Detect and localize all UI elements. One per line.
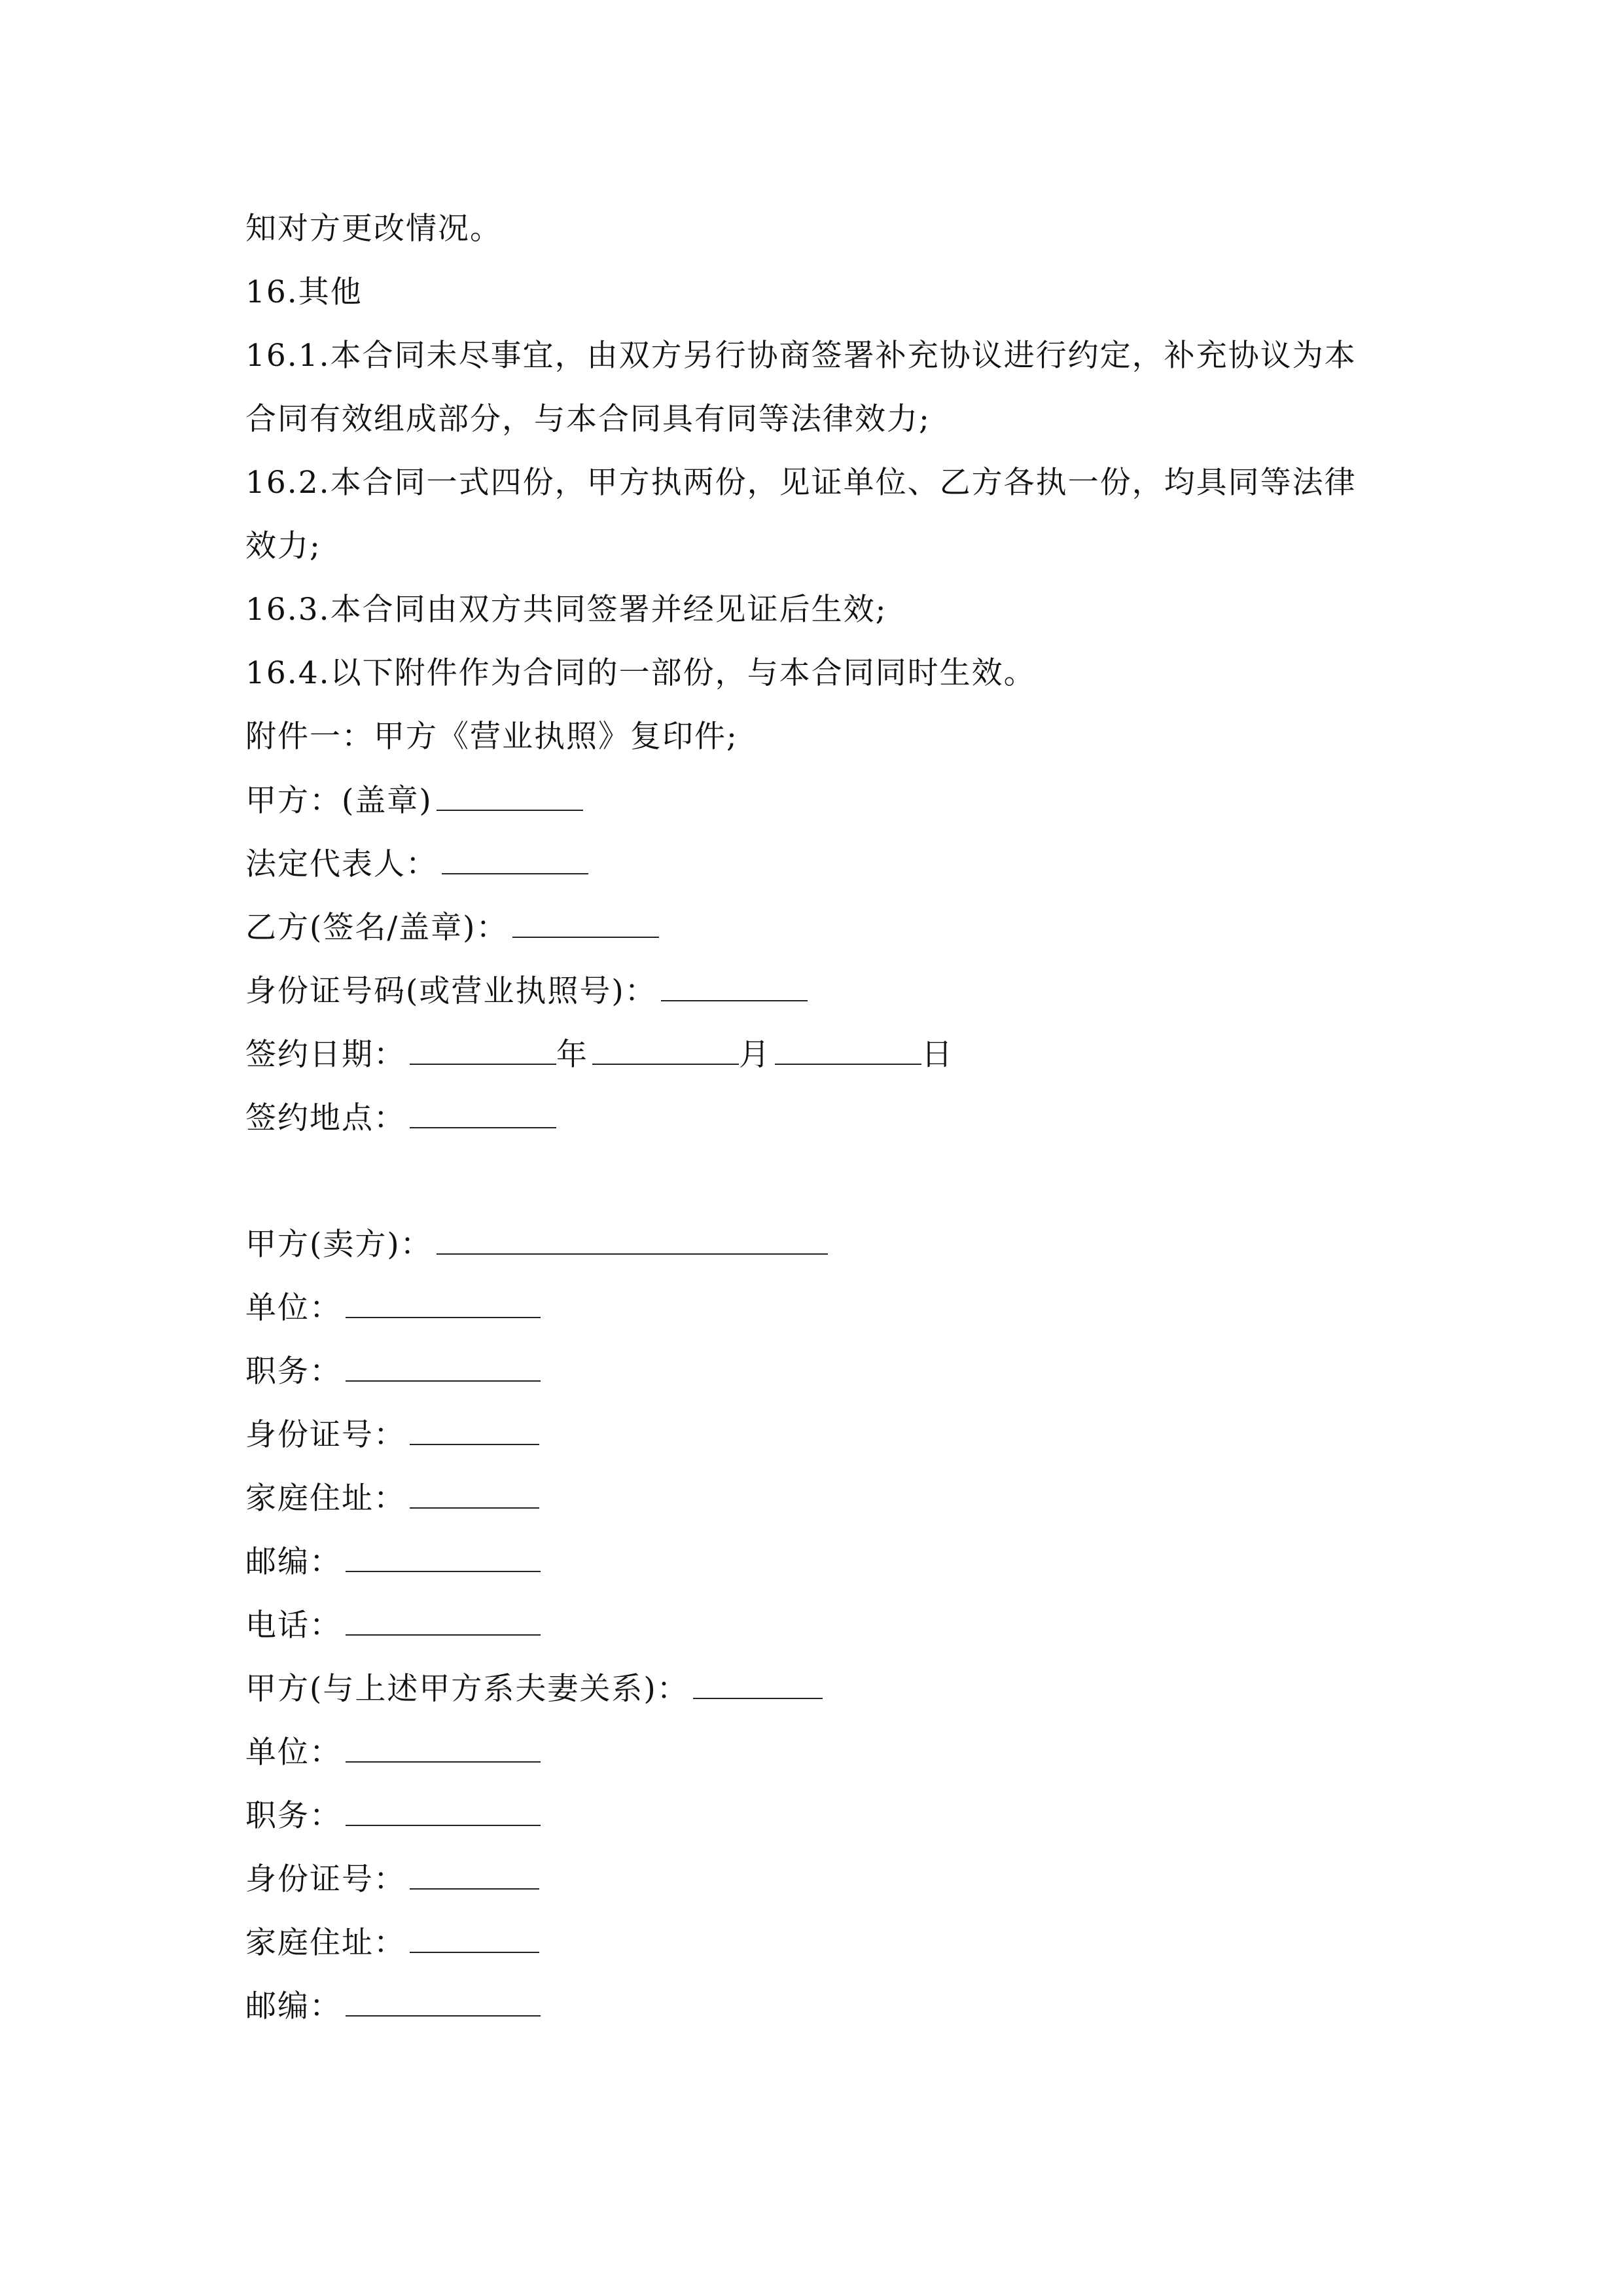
spouse-unit-field: 单位：	[245, 1732, 541, 1772]
fill-blank[interactable]	[346, 1732, 541, 1763]
clause-16-2: 16.2.本合同一式四份，甲方执两份，见证单位、乙方各执一份，均具同等法律	[245, 465, 1357, 501]
fill-blank[interactable]	[410, 1479, 539, 1509]
paragraph-line: 合同有效组成部分，与本合同具有同等法律效力;	[245, 401, 931, 437]
seller-id-field: 身份证号：	[245, 1415, 539, 1454]
clause-16-3: 16.3.本合同由双方共同签署并经见证后生效;	[245, 592, 887, 628]
fill-blank[interactable]	[346, 1605, 541, 1636]
sign-place-field: 签约地点：	[245, 1098, 556, 1138]
fill-blank[interactable]	[410, 1923, 539, 1953]
legal-rep-field: 法定代表人：	[245, 844, 588, 884]
fill-blank[interactable]	[437, 781, 583, 811]
clause-16-4: 16.4.以下附件作为合同的一部份，与本合同同时生效。	[245, 655, 1036, 691]
paragraph-line: 知对方更改情况。	[245, 211, 502, 247]
fill-blank[interactable]	[346, 1288, 541, 1318]
fill-blank[interactable]	[410, 1098, 556, 1128]
fill-blank[interactable]	[346, 1542, 541, 1572]
fill-blank[interactable]	[346, 1352, 541, 1382]
party-a-seal-field: 甲方：(盖章)	[245, 781, 583, 820]
seller-address-field: 家庭住址：	[245, 1479, 539, 1518]
fill-blank[interactable]	[346, 1796, 541, 1826]
sign-date-field: 签约日期： 年 月 日	[245, 1035, 954, 1074]
fill-blank[interactable]	[410, 1415, 539, 1445]
fill-blank[interactable]	[442, 844, 588, 874]
day-blank[interactable]	[775, 1035, 921, 1065]
id-number-field: 身份证号码(或营业执照号)：	[245, 971, 808, 1011]
fill-blank[interactable]	[410, 1859, 539, 1890]
spouse-postcode-field: 邮编：	[245, 1986, 541, 2026]
fill-blank[interactable]	[661, 971, 808, 1001]
fill-blank[interactable]	[693, 1669, 823, 1699]
year-blank[interactable]	[410, 1035, 556, 1065]
spouse-address-field: 家庭住址：	[245, 1923, 539, 1962]
clause-16-1: 16.1.本合同未尽事宜，由双方另行协商签署补充协议进行约定，补充协议为本	[245, 338, 1357, 374]
spouse-position-field: 职务：	[245, 1796, 541, 1835]
month-blank[interactable]	[592, 1035, 739, 1065]
seller-postcode-field: 邮编：	[245, 1542, 541, 1581]
seller-position-field: 职务：	[245, 1352, 541, 1391]
section-heading: 16.其他	[245, 274, 363, 310]
fill-blank[interactable]	[437, 1225, 828, 1255]
seller-unit-field: 单位：	[245, 1288, 541, 1327]
fill-blank[interactable]	[346, 1986, 541, 2017]
seller-title-field: 甲方(卖方)：	[245, 1225, 828, 1264]
spouse-id-field: 身份证号：	[245, 1859, 539, 1899]
paragraph-line: 效力;	[245, 528, 321, 564]
attachment-line: 附件一：甲方《营业执照》复印件;	[245, 719, 738, 755]
fill-blank[interactable]	[512, 908, 659, 938]
party-b-sign-field: 乙方(签名/盖章)：	[245, 908, 659, 947]
spouse-title-field: 甲方(与上述甲方系夫妻关系)：	[245, 1669, 823, 1708]
seller-phone-field: 电话：	[245, 1605, 541, 1645]
